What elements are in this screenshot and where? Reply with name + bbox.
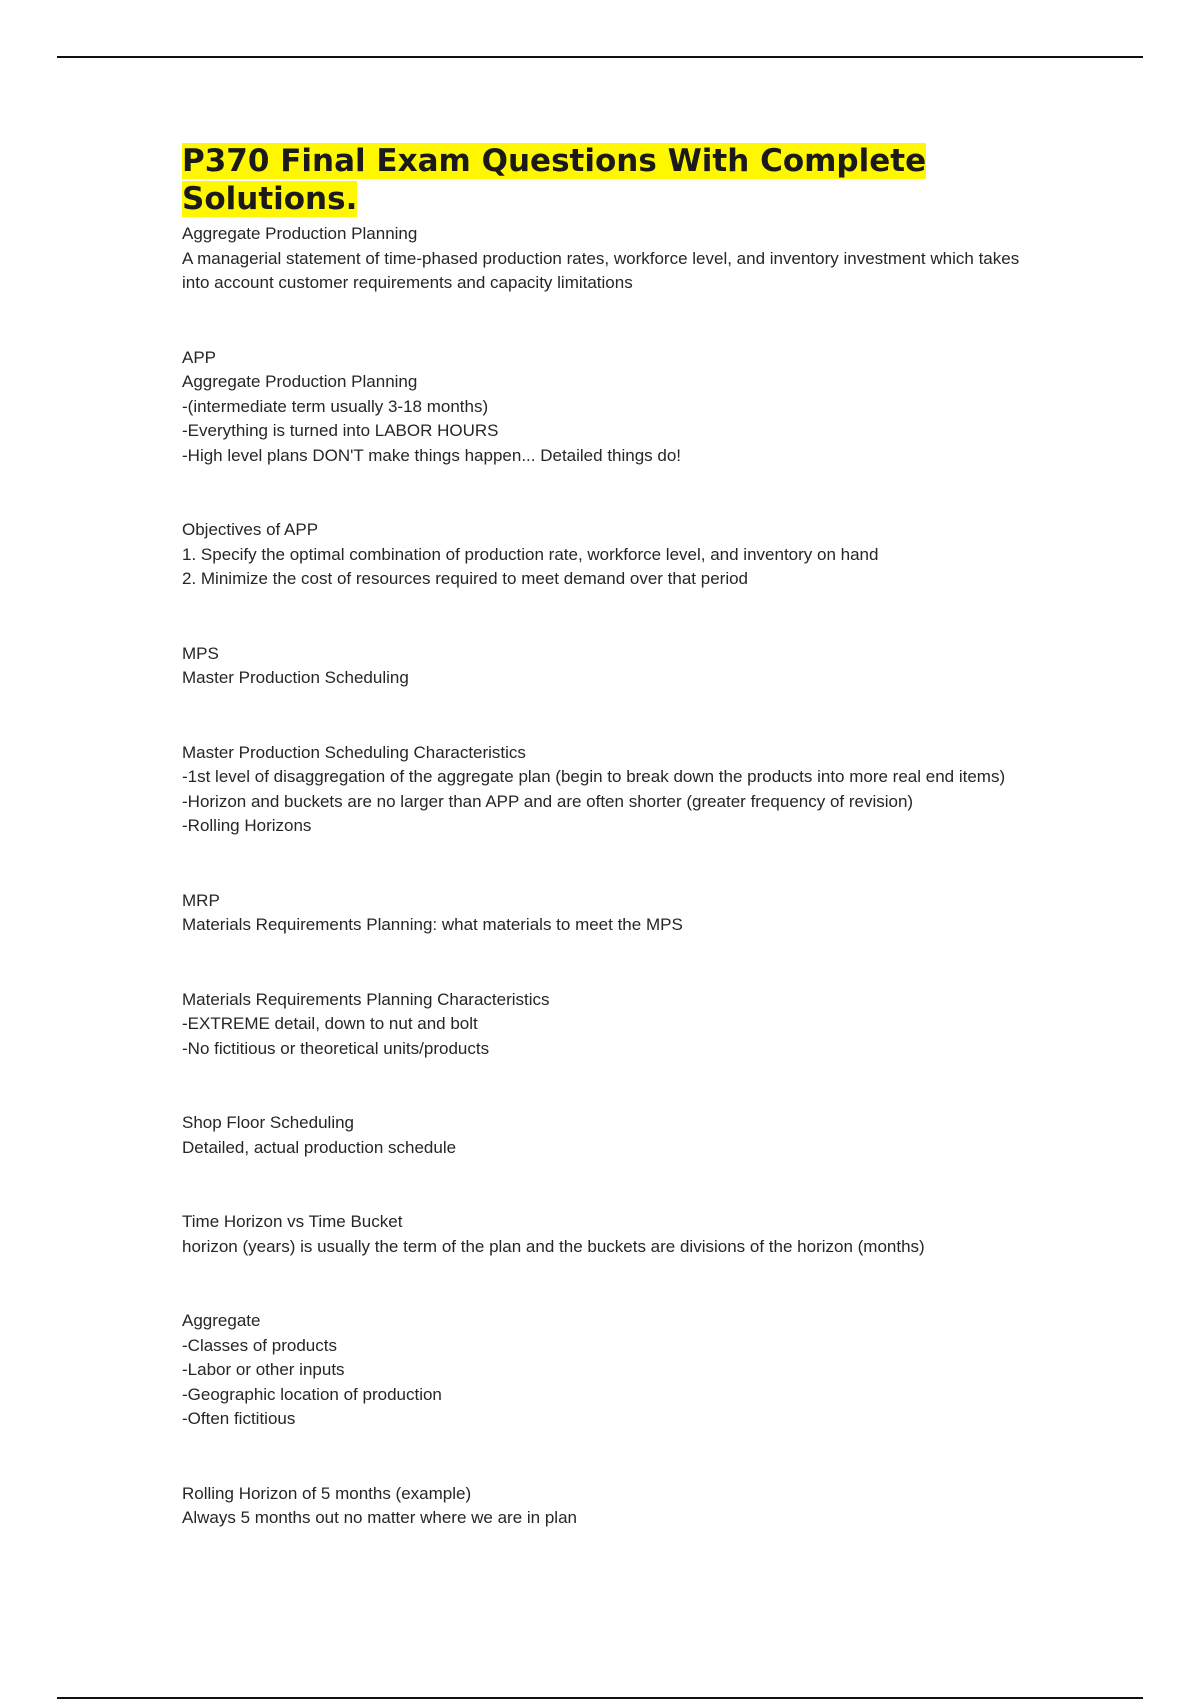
entry-term: APP bbox=[182, 347, 217, 367]
entry-line: 1. Specify the optimal combination of production rate, workforce level, and inventory on hand bbox=[182, 544, 879, 564]
entry-line: -1st level of disaggregation of the aggregate plan (begin to break down the products into more real end items) bbox=[182, 767, 1006, 786]
qa-entry bbox=[182, 988, 1022, 1062]
entry-line: Materials Requirements Planning: what materials to meet the MPS bbox=[182, 915, 683, 934]
entry-term: Objectives of APP bbox=[182, 520, 319, 539]
entry-term: MRP bbox=[182, 890, 220, 910]
entry-line: -Often fictitious bbox=[182, 1409, 296, 1428]
entry-line: -Everything is turned into LABOR HOURS bbox=[182, 421, 499, 440]
entry-term: Materials Requirements Planning Characteristics bbox=[182, 989, 550, 1009]
header-rule bbox=[57, 56, 1143, 58]
entry-line: Always 5 months out no matter where we are in plan bbox=[182, 1508, 577, 1527]
entries-list bbox=[182, 222, 1022, 1531]
document-title bbox=[182, 142, 1022, 218]
entry-term: MPS bbox=[182, 643, 219, 663]
entry-line: Detailed, actual production schedule bbox=[182, 1137, 457, 1157]
document-title-highlight: P370 Final Exam Questions With Complete Solutions. bbox=[182, 143, 927, 217]
entry-line: 2. Minimize the cost of resources required to meet demand over that period bbox=[182, 569, 749, 588]
entry-term: Shop Floor Scheduling bbox=[182, 1113, 355, 1132]
entry-line: -High level plans DON'T make things happen... Detailed things do! bbox=[182, 445, 682, 465]
entry-term: Time Horizon vs Time Bucket bbox=[182, 1212, 403, 1231]
qa-entry bbox=[182, 889, 1022, 938]
entry-line: -Geographic location of production bbox=[182, 1384, 442, 1404]
entry-term: Master Production Scheduling Characteristics bbox=[182, 742, 526, 762]
qa-entry bbox=[182, 1210, 1022, 1259]
footer-rule bbox=[57, 1697, 1143, 1699]
entry-line: Aggregate Production Planning bbox=[182, 372, 418, 391]
qa-entry bbox=[182, 1482, 1022, 1531]
entry-line: -EXTREME detail, down to nut and bolt bbox=[182, 1014, 478, 1033]
qa-entry bbox=[182, 642, 1022, 691]
entry-line: A managerial statement of time-phased production rates, workforce level, and inventory investment which takes into account customer requirements and capacity limitations bbox=[182, 248, 1024, 292]
entry-line: -Labor or other inputs bbox=[182, 1360, 345, 1379]
entry-line: -No fictitious or theoretical units/products bbox=[182, 1038, 490, 1058]
qa-entry bbox=[182, 346, 1022, 469]
entry-line: -Classes of products bbox=[182, 1335, 337, 1355]
qa-entry bbox=[182, 1309, 1022, 1432]
entry-line: Master Production Scheduling bbox=[182, 668, 409, 687]
entry-line: -(intermediate term usually 3-18 months) bbox=[182, 396, 489, 416]
entry-line: horizon (years) is usually the term of the plan and the buckets are divisions of the horizon (months) bbox=[182, 1236, 925, 1256]
document-body bbox=[182, 142, 1022, 1581]
entry-line: -Horizon and buckets are no larger than APP and are often shorter (greater frequency of revision) bbox=[182, 791, 914, 811]
qa-entry bbox=[182, 741, 1022, 839]
qa-entry bbox=[182, 518, 1022, 592]
entry-line: -Rolling Horizons bbox=[182, 816, 312, 835]
entry-term: Aggregate Production Planning bbox=[182, 224, 418, 243]
qa-entry bbox=[182, 1111, 1022, 1160]
entry-term: Rolling Horizon of 5 months (example) bbox=[182, 1483, 472, 1503]
entry-term: Aggregate bbox=[182, 1311, 261, 1330]
qa-entry bbox=[182, 222, 1022, 296]
